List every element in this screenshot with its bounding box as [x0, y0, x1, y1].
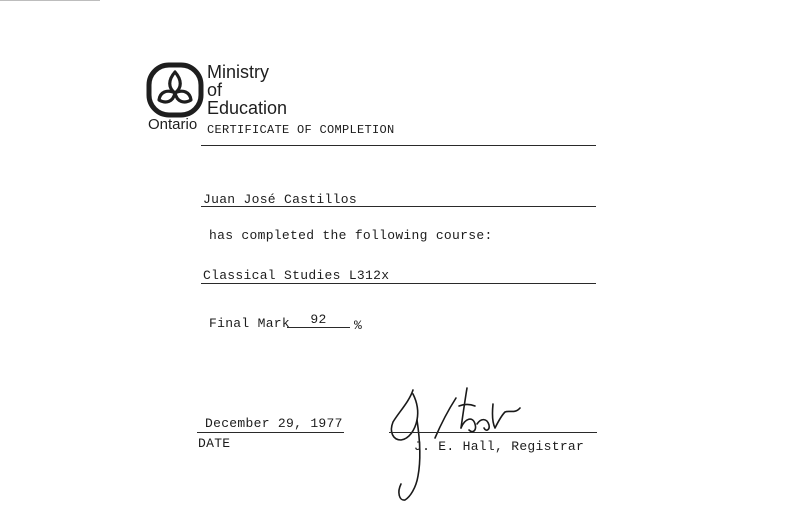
final-mark-underline	[287, 327, 350, 328]
ministry-line-2: of	[207, 80, 223, 100]
ministry-line-3: Education	[207, 98, 288, 118]
final-mark-unit: %	[354, 318, 363, 333]
ministry-line-1: Ministry	[207, 62, 269, 82]
recipient-name: Juan José Castillos	[203, 192, 357, 207]
issue-date: December 29, 1977	[205, 416, 343, 431]
certificate-title: CERTIFICATE OF COMPLETION	[207, 123, 395, 137]
title-underline	[201, 145, 596, 146]
course-underline	[201, 283, 596, 284]
signature-underline	[389, 432, 597, 433]
scan-edge-line	[0, 0, 100, 1]
final-mark-value: 92	[310, 312, 327, 327]
registrar-name-title: J. E. Hall, Registrar	[414, 439, 585, 454]
final-mark-label: Final Mark	[209, 316, 291, 331]
date-underline	[197, 432, 344, 433]
recipient-underline	[201, 206, 596, 207]
course-name: Classical Studies L312x	[203, 268, 390, 283]
ontario-trillium-logo-icon	[146, 62, 204, 118]
date-label: DATE	[198, 436, 231, 451]
province-name: Ontario	[148, 116, 198, 133]
completion-statement: has completed the following course:	[209, 228, 493, 243]
